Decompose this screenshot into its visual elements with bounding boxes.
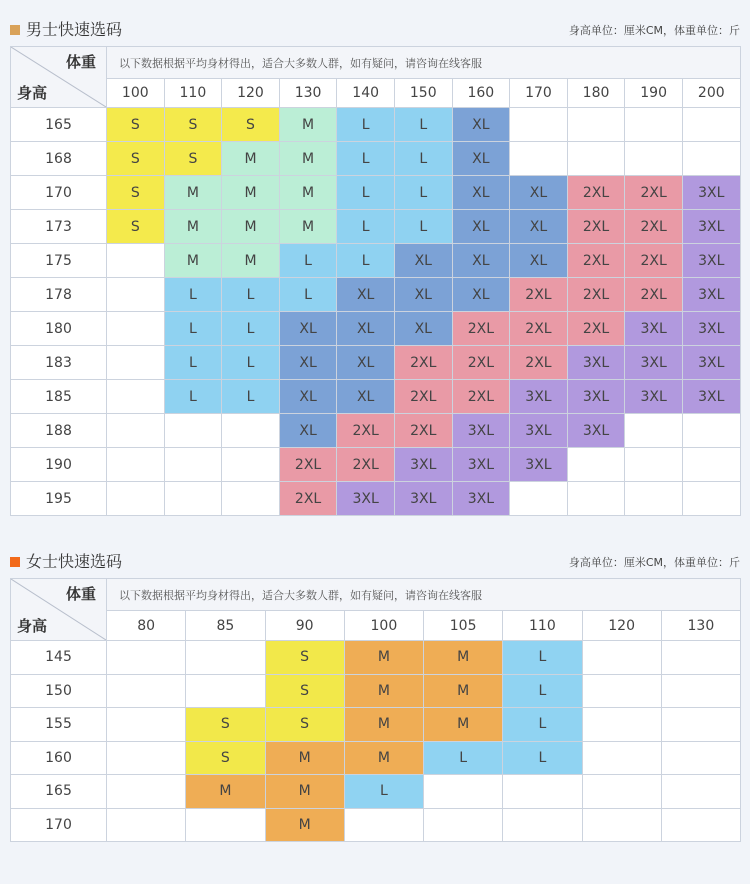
men-weight-130: 130 [279,79,337,108]
men-weight-150: 150 [394,79,452,108]
men-size-cell: XL [279,312,337,346]
women-size-cell: L [344,775,423,809]
women-corner-weight-label: 体重 [65,585,96,603]
women-size-cell: M [424,641,503,675]
men-size-cell: 3XL [682,244,740,278]
men-size-cell: XL [337,346,395,380]
men-size-cell: 2XL [510,346,568,380]
men-size-cell: XL [510,244,568,278]
men-size-cell: L [222,380,280,414]
men-size-cell: XL [510,176,568,210]
women-weight-header-row [11,611,741,641]
women-empty-cell [661,708,740,742]
men-table-row [11,108,741,142]
men-size-cell: 2XL [337,414,395,448]
men-empty-cell [107,244,165,278]
men-size-cell: L [279,244,337,278]
men-empty-cell [107,482,165,516]
women-empty-cell [582,708,661,742]
women-empty-cell [107,708,186,742]
men-size-cell: 3XL [682,278,740,312]
men-empty-cell [107,414,165,448]
men-size-cell: 3XL [682,210,740,244]
men-empty-cell [567,142,625,176]
women-height-170: 170 [11,808,107,842]
men-size-cell: 2XL [279,482,337,516]
men-size-cell: 2XL [452,380,510,414]
men-height-190: 190 [11,448,107,482]
men-empty-cell [222,448,280,482]
men-corner-height-label: 身高 [17,84,48,102]
women-size-cell: M [424,674,503,708]
men-empty-cell [222,482,280,516]
men-empty-cell [567,108,625,142]
women-empty-cell [424,775,503,809]
men-height-188: 188 [11,414,107,448]
men-corner-cell [11,47,107,108]
men-empty-cell [510,108,568,142]
men-empty-cell [682,448,740,482]
men-empty-cell [682,142,740,176]
men-size-cell: 3XL [567,414,625,448]
men-weight-180: 180 [567,79,625,108]
men-size-cell: 3XL [452,414,510,448]
men-size-cell: S [107,142,165,176]
men-size-cell: L [222,278,280,312]
men-size-cell: M [279,210,337,244]
men-empty-cell [222,414,280,448]
women-empty-cell [661,641,740,675]
men-size-cell: 2XL [394,380,452,414]
men-size-cell: XL [394,244,452,278]
men-table-row [11,244,741,278]
men-size-cell: M [222,244,280,278]
women-weight-90: 90 [265,611,344,641]
men-size-cell: 3XL [394,482,452,516]
men-empty-cell [625,108,683,142]
women-size-cell: M [344,674,423,708]
women-empty-cell [661,775,740,809]
men-table-row [11,312,741,346]
women-height-155: 155 [11,708,107,742]
men-empty-cell [164,448,222,482]
women-size-cell: S [265,674,344,708]
women-empty-cell [582,808,661,842]
women-height-145: 145 [11,641,107,675]
women-table-row [11,775,741,809]
men-size-cell: XL [452,278,510,312]
women-size-table [10,578,741,842]
men-weight-110: 110 [164,79,222,108]
women-size-cell: M [265,741,344,775]
women-empty-cell [503,808,582,842]
women-empty-cell [344,808,423,842]
men-height-173: 173 [11,210,107,244]
women-size-cell: S [265,708,344,742]
men-weight-200: 200 [682,79,740,108]
women-size-cell: L [503,641,582,675]
women-weight-110: 110 [503,611,582,641]
men-size-cell: 3XL [625,380,683,414]
women-corner-cell [11,579,107,641]
men-size-cell: XL [337,380,395,414]
women-empty-cell [107,674,186,708]
women-size-cell: S [186,741,265,775]
men-size-cell: L [337,176,395,210]
women-table-row [11,808,741,842]
men-size-cell: M [164,210,222,244]
men-size-cell: 2XL [625,210,683,244]
men-size-cell: 2XL [452,312,510,346]
men-height-195: 195 [11,482,107,516]
men-size-cell: 2XL [625,244,683,278]
men-empty-cell [107,312,165,346]
women-size-cell: M [344,708,423,742]
women-empty-cell [107,775,186,809]
men-size-cell: 2XL [510,312,568,346]
men-weight-header-row [11,79,741,108]
men-height-175: 175 [11,244,107,278]
women-corner-height-label: 身高 [17,617,48,635]
men-empty-cell [510,482,568,516]
men-size-cell: 3XL [510,380,568,414]
men-height-185: 185 [11,380,107,414]
men-height-183: 183 [11,346,107,380]
men-size-cell: 3XL [452,482,510,516]
men-weight-190: 190 [625,79,683,108]
women-empty-cell [424,808,503,842]
men-empty-cell [682,482,740,516]
men-size-cell: L [394,108,452,142]
men-size-cell: XL [452,210,510,244]
women-empty-cell [107,808,186,842]
women-weight-105: 105 [424,611,503,641]
men-size-cell: L [394,176,452,210]
men-size-cell: XL [452,244,510,278]
men-table-row [11,142,741,176]
men-size-cell: 3XL [510,414,568,448]
men-size-cell: 3XL [510,448,568,482]
men-size-cell: 3XL [625,312,683,346]
men-weight-100: 100 [107,79,165,108]
men-size-cell: M [164,176,222,210]
women-empty-cell [582,775,661,809]
men-size-cell: 3XL [567,346,625,380]
men-size-cell: 2XL [567,244,625,278]
men-marker-square [10,25,20,35]
men-empty-cell [164,482,222,516]
men-size-cell: 2XL [625,176,683,210]
men-size-cell: 3XL [682,312,740,346]
men-size-cell: S [222,108,280,142]
men-empty-cell [625,448,683,482]
men-size-cell: S [107,176,165,210]
women-weight-100: 100 [344,611,423,641]
men-table-row [11,346,741,380]
men-empty-cell [107,278,165,312]
men-height-165: 165 [11,108,107,142]
men-size-cell: M [279,142,337,176]
women-height-165: 165 [11,775,107,809]
men-empty-cell [510,142,568,176]
women-size-cell: M [424,708,503,742]
men-height-178: 178 [11,278,107,312]
women-size-cell: L [503,708,582,742]
women-weight-130: 130 [661,611,740,641]
men-size-cell: XL [337,312,395,346]
women-table-row [11,674,741,708]
men-size-cell: 2XL [625,278,683,312]
men-size-cell: 3XL [682,380,740,414]
women-empty-cell [107,641,186,675]
men-table-row [11,210,741,244]
men-size-cell: S [107,108,165,142]
men-size-cell: M [279,176,337,210]
men-size-cell: XL [279,346,337,380]
men-size-cell: L [337,244,395,278]
women-weight-85: 85 [186,611,265,641]
men-size-cell: 3XL [682,346,740,380]
men-size-cell: XL [394,312,452,346]
men-size-cell: 2XL [394,346,452,380]
men-empty-cell [625,142,683,176]
men-size-cell: 2XL [567,210,625,244]
women-empty-cell [107,741,186,775]
men-empty-cell [625,414,683,448]
men-size-cell: 2XL [510,278,568,312]
women-size-cell: L [503,741,582,775]
men-size-cell: L [164,346,222,380]
women-empty-cell [661,808,740,842]
men-empty-cell [682,414,740,448]
men-unit-note: 身高单位：厘米CM，体重单位：斤 [568,24,740,37]
men-weight-120: 120 [222,79,280,108]
men-size-cell: L [394,142,452,176]
men-size-cell: M [164,244,222,278]
men-size-cell: XL [452,176,510,210]
men-table-row [11,414,741,448]
women-empty-cell [186,808,265,842]
men-size-cell: L [337,108,395,142]
men-height-168: 168 [11,142,107,176]
men-size-cell: L [337,142,395,176]
men-weight-140: 140 [337,79,395,108]
women-size-cell: L [424,741,503,775]
women-empty-cell [661,741,740,775]
men-size-cell: 2XL [567,278,625,312]
men-size-cell: 2XL [567,312,625,346]
women-table-row [11,708,741,742]
women-table-row [11,741,741,775]
women-weight-80: 80 [107,611,186,641]
men-size-cell: L [222,312,280,346]
men-size-cell: L [164,278,222,312]
men-section-title: 男士快速选码 [26,20,123,39]
men-section-header [10,17,740,43]
men-size-cell: L [279,278,337,312]
men-size-cell: 3XL [394,448,452,482]
men-size-cell: L [222,346,280,380]
men-size-cell: L [394,210,452,244]
men-table-row [11,278,741,312]
men-weight-170: 170 [510,79,568,108]
men-empty-cell [567,448,625,482]
men-size-cell: S [164,108,222,142]
men-size-cell: XL [279,380,337,414]
men-table-row [11,380,741,414]
men-empty-cell [107,380,165,414]
men-size-cell: 2XL [567,176,625,210]
men-size-cell: M [222,176,280,210]
men-size-cell: L [164,380,222,414]
men-size-cell: 3XL [567,380,625,414]
women-empty-cell [582,641,661,675]
men-size-cell: 3XL [625,346,683,380]
women-empty-cell [186,641,265,675]
men-empty-cell [164,414,222,448]
women-size-cell: M [344,641,423,675]
men-table-row [11,176,741,210]
men-note: 以下数据根据平均身材得出，适合大多数人群，如有疑问，请咨询在线客服 [107,47,741,79]
women-weight-120: 120 [582,611,661,641]
women-note: 以下数据根据平均身材得出，适合大多数人群，如有疑问，请咨询在线客服 [107,579,741,611]
women-height-160: 160 [11,741,107,775]
women-marker-square [10,557,20,567]
women-table-row [11,641,741,675]
men-size-cell: XL [394,278,452,312]
men-size-cell: 3XL [337,482,395,516]
men-size-cell: M [222,142,280,176]
women-empty-cell [503,775,582,809]
men-empty-cell [107,448,165,482]
men-height-170: 170 [11,176,107,210]
women-height-150: 150 [11,674,107,708]
women-size-cell: S [186,708,265,742]
men-size-cell: S [164,142,222,176]
men-size-cell: L [337,210,395,244]
men-corner-weight-label: 体重 [65,53,96,71]
men-empty-cell [107,346,165,380]
men-size-cell: XL [279,414,337,448]
men-size-cell: 3XL [682,176,740,210]
men-empty-cell [567,482,625,516]
men-size-cell: XL [510,210,568,244]
men-size-cell: M [222,210,280,244]
men-height-180: 180 [11,312,107,346]
men-weight-160: 160 [452,79,510,108]
women-size-cell: M [344,741,423,775]
men-size-cell: L [164,312,222,346]
men-size-cell: S [107,210,165,244]
women-size-cell: S [265,641,344,675]
men-size-cell: XL [452,142,510,176]
men-empty-cell [682,108,740,142]
men-size-cell: XL [452,108,510,142]
women-section-title: 女士快速选码 [26,552,123,571]
women-unit-note: 身高单位：厘米CM，体重单位：斤 [568,556,740,569]
men-size-cell: 2XL [394,414,452,448]
women-empty-cell [661,674,740,708]
women-section-header [10,549,740,575]
men-size-cell: 2XL [452,346,510,380]
men-size-cell: 3XL [452,448,510,482]
women-size-cell: L [503,674,582,708]
women-size-cell: M [265,775,344,809]
women-size-cell: M [265,808,344,842]
women-size-cell: M [186,775,265,809]
women-empty-cell [582,741,661,775]
men-size-cell: M [279,108,337,142]
men-table-row [11,482,741,516]
men-size-cell: 2XL [279,448,337,482]
men-table-row [11,448,741,482]
women-empty-cell [186,674,265,708]
men-empty-cell [625,482,683,516]
men-size-cell: 2XL [337,448,395,482]
men-size-table [10,46,741,516]
men-size-cell: XL [337,278,395,312]
women-empty-cell [582,674,661,708]
